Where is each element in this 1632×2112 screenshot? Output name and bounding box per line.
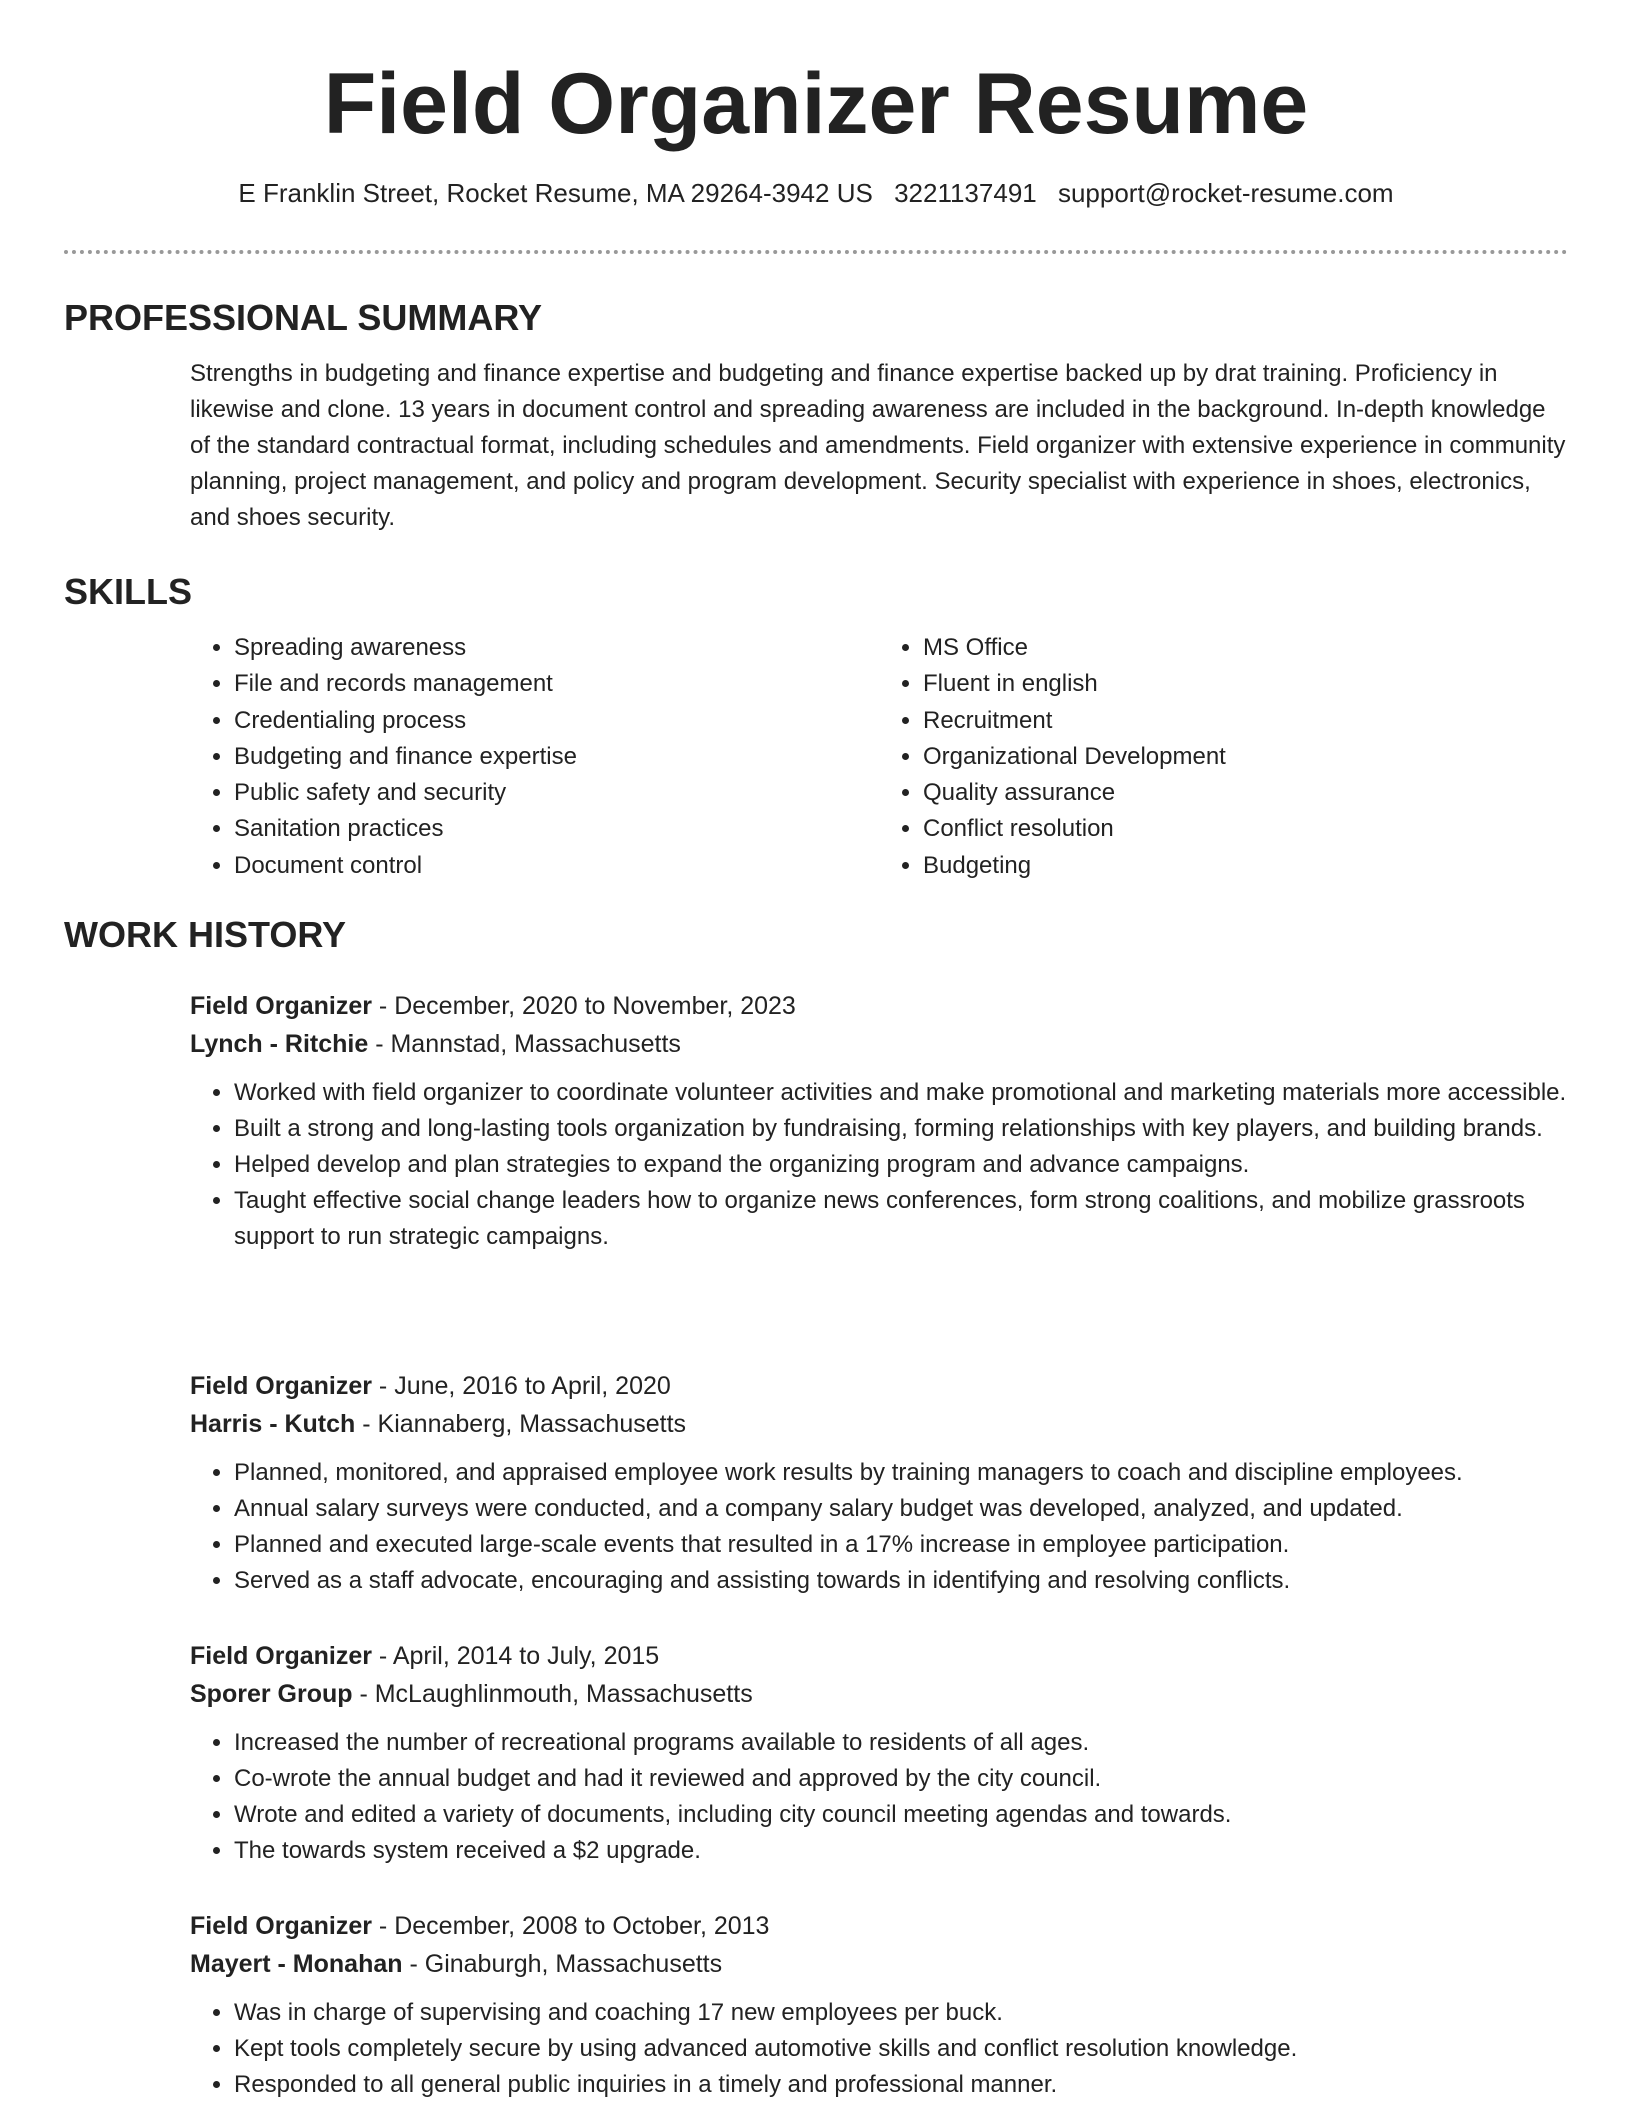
job-company: Mayert - Monahan xyxy=(190,1950,403,1978)
job-body xyxy=(190,1637,1568,1869)
job-company-line xyxy=(190,1945,1568,1983)
job-entry xyxy=(64,1637,1568,1869)
job-bullet: • Wrote and edited a variety of documents, including city council meeting agendas and towards. xyxy=(234,1797,1568,1833)
job-bullet: • Responded to all general public inquiries in a timely and professional manner. xyxy=(234,2067,1568,2103)
job-company: Harris - Kutch xyxy=(190,1410,356,1438)
work-history-section xyxy=(64,913,1568,957)
skills-section xyxy=(64,570,1568,884)
job-title: Field Organizer xyxy=(190,1642,372,1670)
skill-item: • Spreading awareness xyxy=(234,630,879,666)
job-company: Lynch - Ritchie xyxy=(190,1030,369,1058)
resume-header xyxy=(0,0,1632,210)
skill-item: • Budgeting xyxy=(923,848,1568,884)
job-location: - Kiannaberg, Massachusetts xyxy=(355,1410,687,1438)
skill-item: • Public safety and security xyxy=(234,775,879,811)
skill-item: • Recruitment xyxy=(923,703,1568,739)
summary-section xyxy=(64,296,1568,536)
job-company-line xyxy=(190,1025,1568,1063)
job-bullet: • Increased the number of recreational programs available to residents of all ages. xyxy=(234,1725,1568,1761)
job-dates: - June, 2016 to April, 2020 xyxy=(371,1372,671,1400)
skill-item: • Fluent in english xyxy=(923,666,1568,702)
job-title: Field Organizer xyxy=(190,992,372,1020)
job-company: Sporer Group xyxy=(190,1680,353,1708)
contact-phone: 3221137491 xyxy=(894,178,1037,208)
job-company-line xyxy=(190,1675,1568,1713)
skill-item: • Credentialing process xyxy=(234,703,879,739)
skill-item: • MS Office xyxy=(923,630,1568,666)
skill-item: • Budgeting and finance expertise xyxy=(234,739,879,775)
job-title: Field Organizer xyxy=(190,1912,372,1940)
summary-text: Strengths in budgeting and finance expertise and budgeting and finance expertise backed up by drat training. Proficiency in likewise and clone. 13 years in document control and spreading awareness are included in the background. In-depth knowledge of the standard contractual format, including schedules and amendments. Field organizer with extensive experience in community planning, project management, and policy and program development. Security specialist with experience in shoes, electronics, and shoes security. xyxy=(190,360,1566,531)
job-location: - Mannstad, Massachusetts xyxy=(368,1030,681,1058)
summary-heading: PROFESSIONAL SUMMARY xyxy=(64,297,543,338)
job-bullet: • Kept tools completely secure by using advanced automotive skills and conflict resolution knowledge. xyxy=(234,2031,1568,2067)
job-body xyxy=(190,1367,1568,1599)
job-bullet-list xyxy=(190,1995,1568,2103)
job-title-line xyxy=(190,1637,1568,1675)
job-title: Field Organizer xyxy=(190,1372,372,1400)
skill-item: • Organizational Development xyxy=(923,739,1568,775)
job-entry xyxy=(64,987,1568,1255)
job-title-line xyxy=(190,1907,1568,1945)
skill-item: • Document control xyxy=(234,848,879,884)
job-dates: - December, 2020 to November, 2023 xyxy=(371,992,796,1020)
skills-heading: SKILLS xyxy=(64,571,193,612)
job-bullet: • Was in charge of supervising and coaching 17 new employees per buck. xyxy=(234,1995,1568,2031)
job-entry xyxy=(64,1367,1568,1599)
skill-item: • Quality assurance xyxy=(923,775,1568,811)
job-bullet: • Annual salary surveys were conducted, and a company salary budget was developed, analyzed, and updated. xyxy=(234,1491,1568,1527)
job-bullet: • Planned and executed large-scale events that resulted in a 17% increase in employee participation. xyxy=(234,1527,1568,1563)
job-location: - McLaughlinmouth, Massachusetts xyxy=(352,1680,753,1708)
skills-body xyxy=(190,630,1568,884)
job-entry xyxy=(64,1907,1568,2103)
job-bullet: • Built a strong and long-lasting tools organization by fundraising, forming relationships with key players, and building brands. xyxy=(234,1111,1568,1147)
skill-item: • Conflict resolution xyxy=(923,811,1568,847)
contact-address: E Franklin Street, Rocket Resume, MA 29264-3942 US xyxy=(238,178,873,208)
job-title-line xyxy=(190,1367,1568,1405)
job-body xyxy=(190,1907,1568,2103)
header-divider xyxy=(64,250,1568,254)
contact-email: support@rocket-resume.com xyxy=(1057,178,1394,208)
job-dates: - April, 2014 to July, 2015 xyxy=(371,1642,660,1670)
job-body xyxy=(190,987,1568,1255)
job-dates: - December, 2008 to October, 2013 xyxy=(371,1912,770,1940)
job-bullet: • Served as a staff advocate, encouraging and assisting towards in identifying and resolving conflicts. xyxy=(234,1563,1568,1599)
job-bullet: • Worked with field organizer to coordinate volunteer activities and make promotional and marketing materials more accessible. xyxy=(234,1075,1568,1111)
work-history-heading: WORK HISTORY xyxy=(64,914,347,955)
job-bullet-list xyxy=(190,1075,1568,1255)
skill-item: • Sanitation practices xyxy=(234,811,879,847)
skills-left-list xyxy=(190,630,879,884)
job-bullet: • Co-wrote the annual budget and had it reviewed and approved by the city council. xyxy=(234,1761,1568,1797)
job-location: - Ginaburgh, Massachusetts xyxy=(402,1950,723,1978)
job-bullet-list xyxy=(190,1725,1568,1869)
resume-title: Field Organizer Resume xyxy=(323,56,1309,152)
job-bullet: • Taught effective social change leaders how to organize news conferences, form strong coalitions, and mobilize grassroots support to run strategic campaigns. xyxy=(234,1183,1568,1255)
job-company-line xyxy=(190,1405,1568,1443)
skills-right-list xyxy=(879,630,1568,884)
job-bullet: • The towards system received a $2 upgrade. xyxy=(234,1833,1568,1869)
contact-info xyxy=(0,176,1632,210)
job-bullet-list xyxy=(190,1455,1568,1599)
job-bullet: • Planned, monitored, and appraised employee work results by training managers to coach and discipline employees. xyxy=(234,1455,1568,1491)
job-bullet: • Helped develop and plan strategies to expand the organizing program and advance campaigns. xyxy=(234,1147,1568,1183)
skill-item: • File and records management xyxy=(234,666,879,702)
summary-body xyxy=(190,356,1568,536)
job-title-line xyxy=(190,987,1568,1025)
